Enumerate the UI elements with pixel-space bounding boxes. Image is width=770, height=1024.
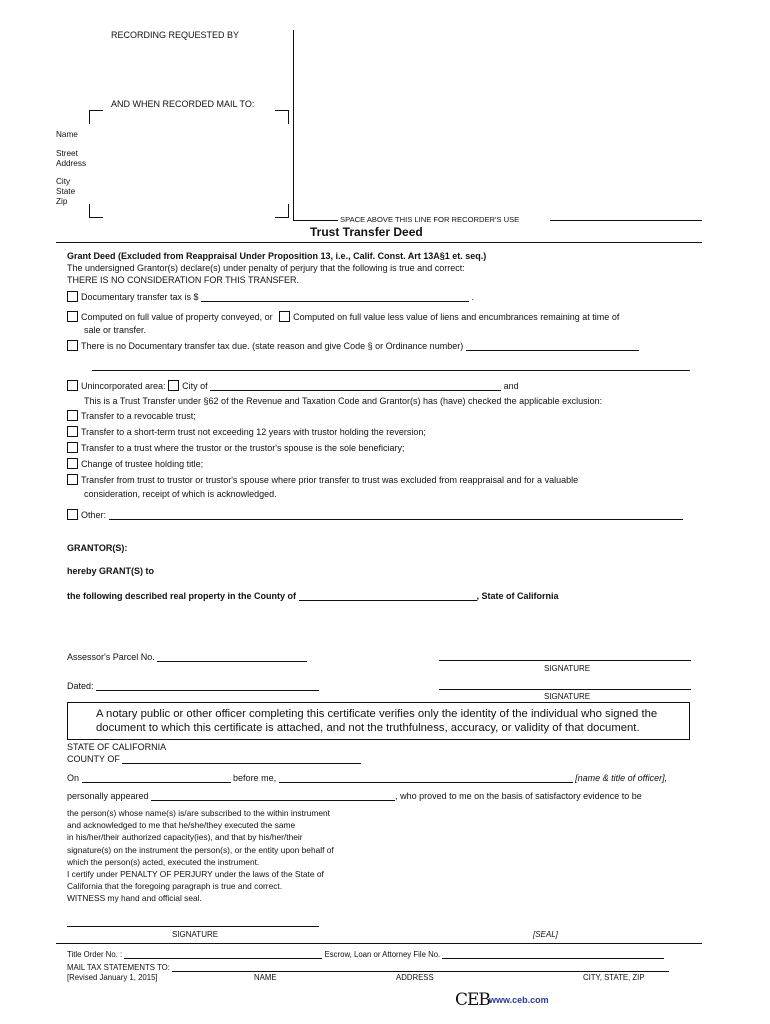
- title-order-label: Title Order No. :: [67, 950, 123, 959]
- footer-address-label: ADDRESS: [396, 973, 434, 982]
- computed-less-label: Computed on full value less value of liens and encumbrances remaining at time of: [293, 312, 620, 322]
- no-tax-checkbox[interactable]: [67, 340, 78, 351]
- notary-appeared-row: [67, 790, 642, 801]
- parcel-label: Assessor's Parcel No.: [67, 652, 155, 662]
- option-row-change-trustee: [67, 458, 203, 469]
- notary-seal-label: [SEAL]: [533, 930, 558, 939]
- dated-field[interactable]: [96, 680, 319, 691]
- doc-tax-checkbox[interactable]: [67, 291, 78, 302]
- bracket-top-right: [275, 110, 289, 124]
- other-row: [67, 509, 683, 520]
- state-label: State: [56, 187, 76, 196]
- revocable-checkbox[interactable]: [67, 410, 78, 421]
- notary-county-label: COUNTY OF: [67, 754, 120, 764]
- mail-tax-row: [67, 963, 669, 972]
- beneficiary-label: Transfer to a trust where the trustor or the trustor's spouse is the sole beneficiary;: [81, 443, 405, 453]
- trust-transfer-text: This is a Trust Transfer under §62 of the Revenue and Taxation Code and Grantor(s) has (have) checked the applicable exclusion:: [84, 396, 603, 406]
- parcel-field[interactable]: [157, 651, 307, 662]
- footer-city-state-zip-label: CITY, STATE, ZIP: [583, 973, 645, 982]
- computed-full-label: Computed on full value of property conveyed, or: [81, 312, 273, 322]
- title-rule: [56, 242, 702, 243]
- escrow-label: Escrow, Loan or Attorney File No.: [324, 950, 441, 959]
- from-trust-checkbox[interactable]: [67, 474, 78, 485]
- recorder-line-right: [550, 220, 702, 221]
- signature-label-2: SIGNATURE: [544, 692, 591, 701]
- short-term-checkbox[interactable]: [67, 426, 78, 437]
- page-title: Trust Transfer Deed: [310, 225, 423, 239]
- option-row-revocable: [67, 410, 196, 421]
- grant-deed-heading: Grant Deed (Excluded from Reappraisal Under Proposition 13, i.e., Calif. Const. Art 13A§1 et. seq.): [67, 251, 487, 261]
- beneficiary-checkbox[interactable]: [67, 442, 78, 453]
- property-desc-label: the following described real property in the County of: [67, 591, 297, 601]
- other-checkbox[interactable]: [67, 509, 78, 520]
- doc-tax-row: Documentary transfer tax is $ .: [67, 291, 474, 302]
- space-above-label: SPACE ABOVE THIS LINE FOR RECORDER'S USE: [340, 215, 520, 224]
- state-ca-label: , State of California: [476, 591, 559, 601]
- footer-name-label: NAME: [254, 973, 277, 982]
- notary-appeared-field[interactable]: [151, 790, 395, 801]
- name-label: Name: [56, 130, 78, 139]
- notary-date-field[interactable]: [82, 772, 231, 783]
- grantors-label: GRANTOR(S):: [67, 543, 128, 553]
- change-trustee-label: Change of trustee holding title;: [81, 459, 204, 469]
- bracket-bottom-left: [89, 204, 103, 218]
- recording-requested-by: RECORDING REQUESTED BY: [111, 30, 240, 40]
- computed-full-checkbox[interactable]: [67, 311, 78, 322]
- header-divider: [293, 30, 294, 220]
- notary-appeared-label: personally appeared: [67, 791, 149, 801]
- dated-label: Dated:: [67, 681, 94, 691]
- escrow-field[interactable]: [442, 950, 664, 959]
- no-tax-row: [67, 340, 639, 351]
- other-field[interactable]: [109, 509, 683, 520]
- title-order-row: [67, 950, 664, 959]
- recorder-line-left: [293, 220, 338, 221]
- no-tax-label: There is no Documentary transfer tax due. (state reason and give Code § or Ordinance number): [81, 341, 464, 351]
- city-of-label: City of: [182, 381, 208, 391]
- notary-state: STATE OF CALIFORNIA: [67, 742, 167, 752]
- parcel-row: [67, 651, 307, 662]
- doc-tax-label: Documentary transfer tax is $: [81, 292, 199, 302]
- sale-transfer-text: sale or transfer.: [84, 325, 147, 335]
- and-label: and: [503, 381, 519, 391]
- option-row-from-trust: [67, 474, 578, 485]
- footer-rule: [56, 943, 702, 944]
- county-field[interactable]: [299, 590, 477, 601]
- mail-tax-field[interactable]: [172, 963, 669, 972]
- from-trust-continued: consideration, receipt of which is acknowledged.: [84, 489, 277, 499]
- notary-disclaimer-line-1: A notary public or other officer completing this certificate verifies only the identity of the individual who signed the: [96, 708, 658, 720]
- revocable-label: Transfer to a revocable trust;: [81, 411, 196, 421]
- property-row: [67, 590, 559, 601]
- street-label: Street: [56, 149, 78, 158]
- mail-tax-label: MAIL TAX STATEMENTS TO:: [67, 963, 170, 972]
- notary-disclaimer-box: [67, 702, 690, 740]
- notary-on-row: [67, 772, 667, 783]
- doc-tax-amount-field[interactable]: [201, 291, 469, 302]
- bracket-bottom-right: [275, 204, 289, 218]
- computed-less-checkbox[interactable]: [279, 311, 290, 322]
- notary-on-label: On: [67, 773, 80, 783]
- signature-label-1: SIGNATURE: [544, 664, 591, 673]
- notary-proved: , who proved to me on the basis of satisfactory evidence to be: [395, 791, 642, 801]
- city-label: City: [56, 177, 71, 186]
- hereby-grant-label: hereby GRANT(S) to: [67, 566, 155, 576]
- bracket-top-left: [89, 110, 103, 124]
- option-row-beneficiary: [67, 442, 405, 453]
- signature-line-1[interactable]: [439, 660, 691, 661]
- city-of-checkbox[interactable]: [168, 380, 179, 391]
- unincorporated-checkbox[interactable]: [67, 380, 78, 391]
- notary-signature-line[interactable]: [67, 926, 319, 927]
- change-trustee-checkbox[interactable]: [67, 458, 78, 469]
- address-label: Address: [56, 159, 87, 168]
- no-tax-reason-line-2[interactable]: [92, 370, 690, 371]
- mail-to-label: AND WHEN RECORDED MAIL TO:: [111, 99, 255, 109]
- revised-label: [Revised January 1, 2015]: [67, 973, 158, 982]
- zip-label: Zip: [56, 197, 68, 206]
- dated-row: [67, 680, 319, 691]
- from-trust-label: Transfer from trust to trustor or trustor's spouse where prior transfer to trust was excluded from reappraisal and for a valuable: [81, 475, 579, 485]
- city-of-field[interactable]: [210, 380, 501, 391]
- ceb-website-link[interactable]: www.ceb.com: [489, 995, 549, 1005]
- declare-text: The undersigned Grantor(s) declare(s) under penalty of perjury that the following is true and correct:: [67, 263, 465, 273]
- notary-before-me: before me,: [233, 773, 277, 783]
- notary-county-field[interactable]: [122, 753, 361, 764]
- notary-signature-label: SIGNATURE: [172, 930, 219, 939]
- unincorporated-label: Unincorporated area:: [81, 381, 166, 391]
- title-order-field[interactable]: [124, 950, 322, 959]
- ceb-logo: CEB: [455, 990, 490, 1010]
- no-tax-reason-field[interactable]: [466, 340, 639, 351]
- notary-county-row: [67, 753, 361, 764]
- computed-row: [67, 311, 619, 322]
- other-label: Other:: [81, 510, 107, 520]
- option-row-short-term: [67, 426, 426, 437]
- no-consideration-text: THERE IS NO CONSIDERATION FOR THIS TRANSFER.: [67, 275, 300, 285]
- short-term-label: Transfer to a short-term trust not exceeding 12 years with trustor holding the reversion;: [81, 427, 426, 437]
- notary-body: the person(s) whose name(s) is/are subscribed to the within instrument and acknowledged to me that he/she/they executed the same in his/her/their authorized capacity(ies), and that by his/her/their signature(s) on the instrument the person(s), or the entity upon behalf of which the person(s) acted, executed the instrument. I certify under PENALTY OF PERJURY under the laws of the State of California that the foregoing paragraph is true and correct. WITNESS my hand and official seal.: [67, 808, 334, 904]
- notary-name-title: [name & title of officer],: [575, 773, 668, 783]
- notary-officer-field[interactable]: [279, 772, 573, 783]
- area-row: [67, 380, 519, 391]
- notary-disclaimer-line-2: document to which this certificate is attached, and not the truthfulness, accuracy, or validity of that document.: [96, 722, 640, 734]
- signature-line-2[interactable]: [439, 689, 691, 690]
